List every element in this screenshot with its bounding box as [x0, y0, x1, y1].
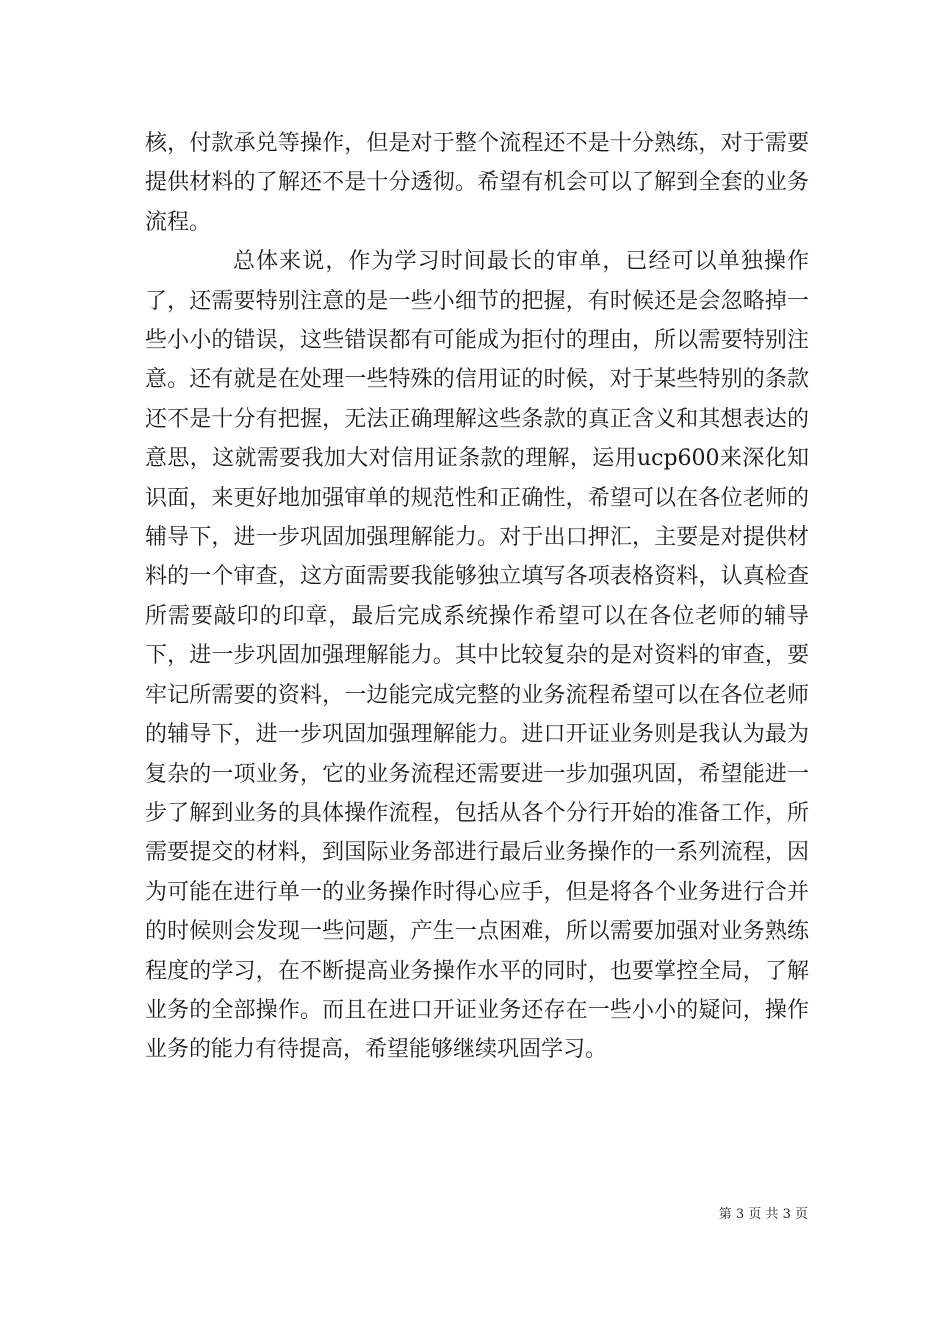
- page-number-footer: 第 3 页 共 3 页: [718, 1207, 808, 1222]
- paragraph-summary: 总体来说，作为学习时间最长的审单，已经可以单独操作了，还需要特别注意的是一些小细节的把握，有时候还是会忽略掉一些小小的错误，这些错误都有可能成为拒付的理由，所以需要特别注意。还有就是在处理一些特殊的信用证的时候，对于某些特别的条款还不是十分有把握，无法正确理解这些条款的真正含义和其想表达的意思，这就需要我加大对信用证条款的理解，运用ucp600来深化知识面，来更好地加强审单的规范性和正确性，希望可以在各位老师的辅导下，进一步巩固加强理解能力。对于出口押汇，主要是对提供材料的一个审查，这方面需要我能够独立填写各项表格资料，认真检查所需要敲印的印章，最后完成系统操作希望可以在各位老师的辅导下，进一步巩固加强理解能力。其中比较复杂的是对资料的审查，要牢记所需要的资料，一边能完成完整的业务流程希望可以在各位老师的辅导下，进一步巩固加强理解能力。进口开证业务则是我认为最为复杂的一项业务，它的业务流程还需要进一步加强巩固，希望能进一步了解到业务的具体操作流程，包括从各个分行开始的准备工作，所需要提交的材料，到国际业务部进行最后业务操作的一系列流程，因为可能在进行单一的业务操作时得心应手，但是将各个业务进行合并的时候则会发现一些问题，产生一点困难，所以需要加强对业务熟练程度的学习，在不断提高业务操作水平的同时，也要掌控全局，了解业务的全部操作。而且在进口开证业务还存在一些小小的疑问，操作业务的能力有待提高，希望能够继续巩固学习。: [145, 249, 809, 1063]
- paragraph-continuation: 核，付款承兑等操作，但是对于整个流程还不是十分熟练，对于需要提供材料的了解还不是十分透彻。希望有机会可以了解到全套的业务流程。: [145, 131, 809, 235]
- document-body: [145, 124, 809, 1070]
